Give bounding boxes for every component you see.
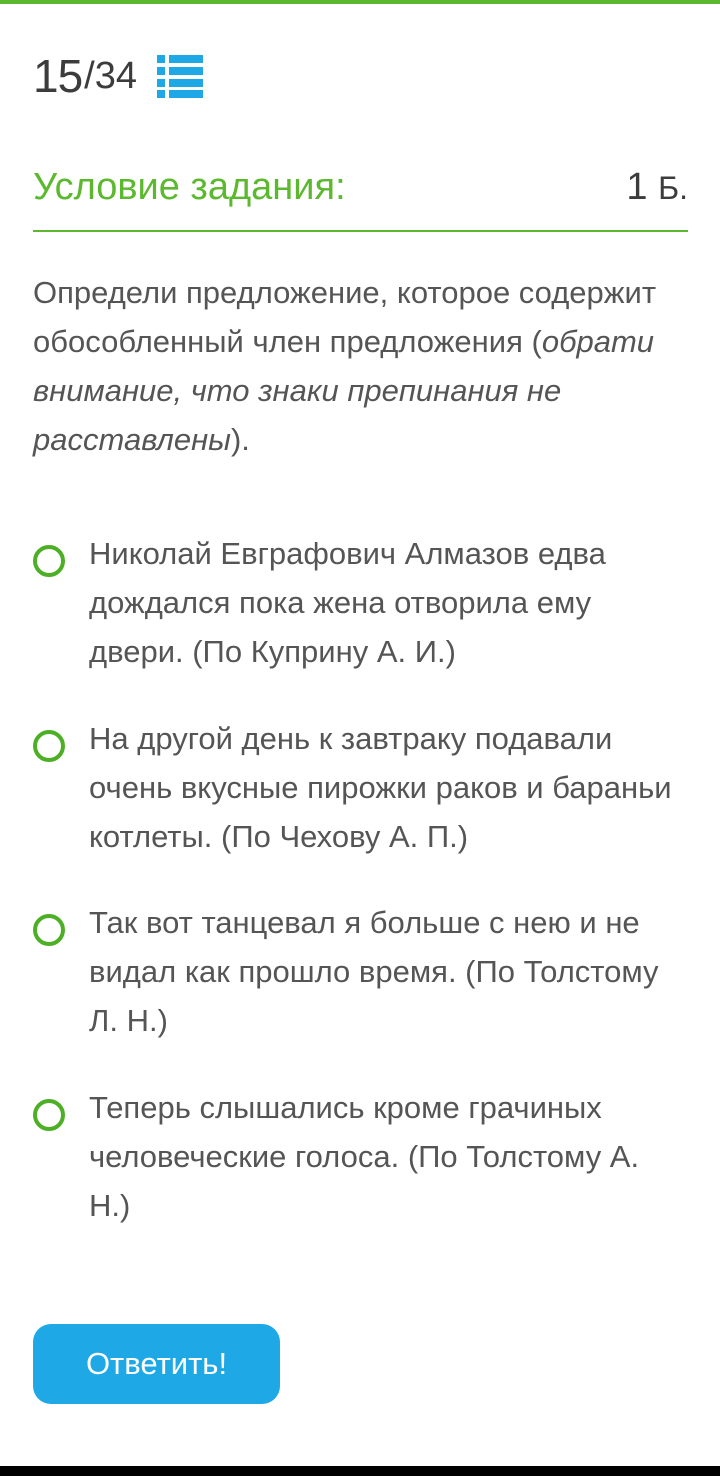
question-text bbox=[33, 268, 683, 464]
task-condition-title: Условие задания: bbox=[33, 166, 346, 208]
answer-option-2[interactable] bbox=[33, 714, 683, 861]
current-question-number: 15 bbox=[33, 50, 83, 102]
total-questions-number: 34 bbox=[94, 54, 138, 97]
answer-option-3[interactable] bbox=[33, 898, 683, 1045]
bottom-edge-bar bbox=[0, 1466, 720, 1476]
question-text-main: Определи предложение, которое содержит обособленный член предложения ( bbox=[33, 275, 657, 359]
question-progress bbox=[33, 46, 203, 106]
submit-answer-button[interactable]: Ответить! bbox=[33, 1324, 280, 1404]
answer-option-label: Николай Евграфович Алмазов едва дождался пока жена отворила ему двери. (По Куприну А. И.) bbox=[89, 536, 606, 669]
question-text-end: ). bbox=[230, 422, 250, 457]
progress-separator: / bbox=[84, 54, 95, 97]
list-icon[interactable] bbox=[157, 54, 203, 98]
answer-option-1[interactable] bbox=[33, 529, 683, 676]
radio-button[interactable] bbox=[33, 730, 65, 762]
answer-option-label: Так вот танцевал я больше с нею и не видал как прошло время. (По Толстому Л. Н.) bbox=[89, 905, 659, 1038]
task-condition-header bbox=[33, 162, 688, 232]
task-points bbox=[626, 166, 688, 209]
radio-button[interactable] bbox=[33, 914, 65, 946]
points-unit: Б. bbox=[658, 170, 688, 206]
answer-option-4[interactable] bbox=[33, 1083, 683, 1230]
top-accent-bar bbox=[0, 0, 720, 4]
answer-option-label: На другой день к завтраку подавали очень вкусные пирожки раков и бараньи котлеты. (По Чехову А. П.) bbox=[89, 721, 672, 854]
question-text-note: обрати внимание, что знаки препинания не расставлены bbox=[33, 324, 655, 457]
answer-option-label: Теперь слышались кроме грачиных человеческие голоса. (По Толстому А. Н.) bbox=[89, 1090, 640, 1223]
points-value: 1 bbox=[626, 166, 648, 208]
radio-button[interactable] bbox=[33, 1099, 65, 1131]
radio-button[interactable] bbox=[33, 545, 65, 577]
